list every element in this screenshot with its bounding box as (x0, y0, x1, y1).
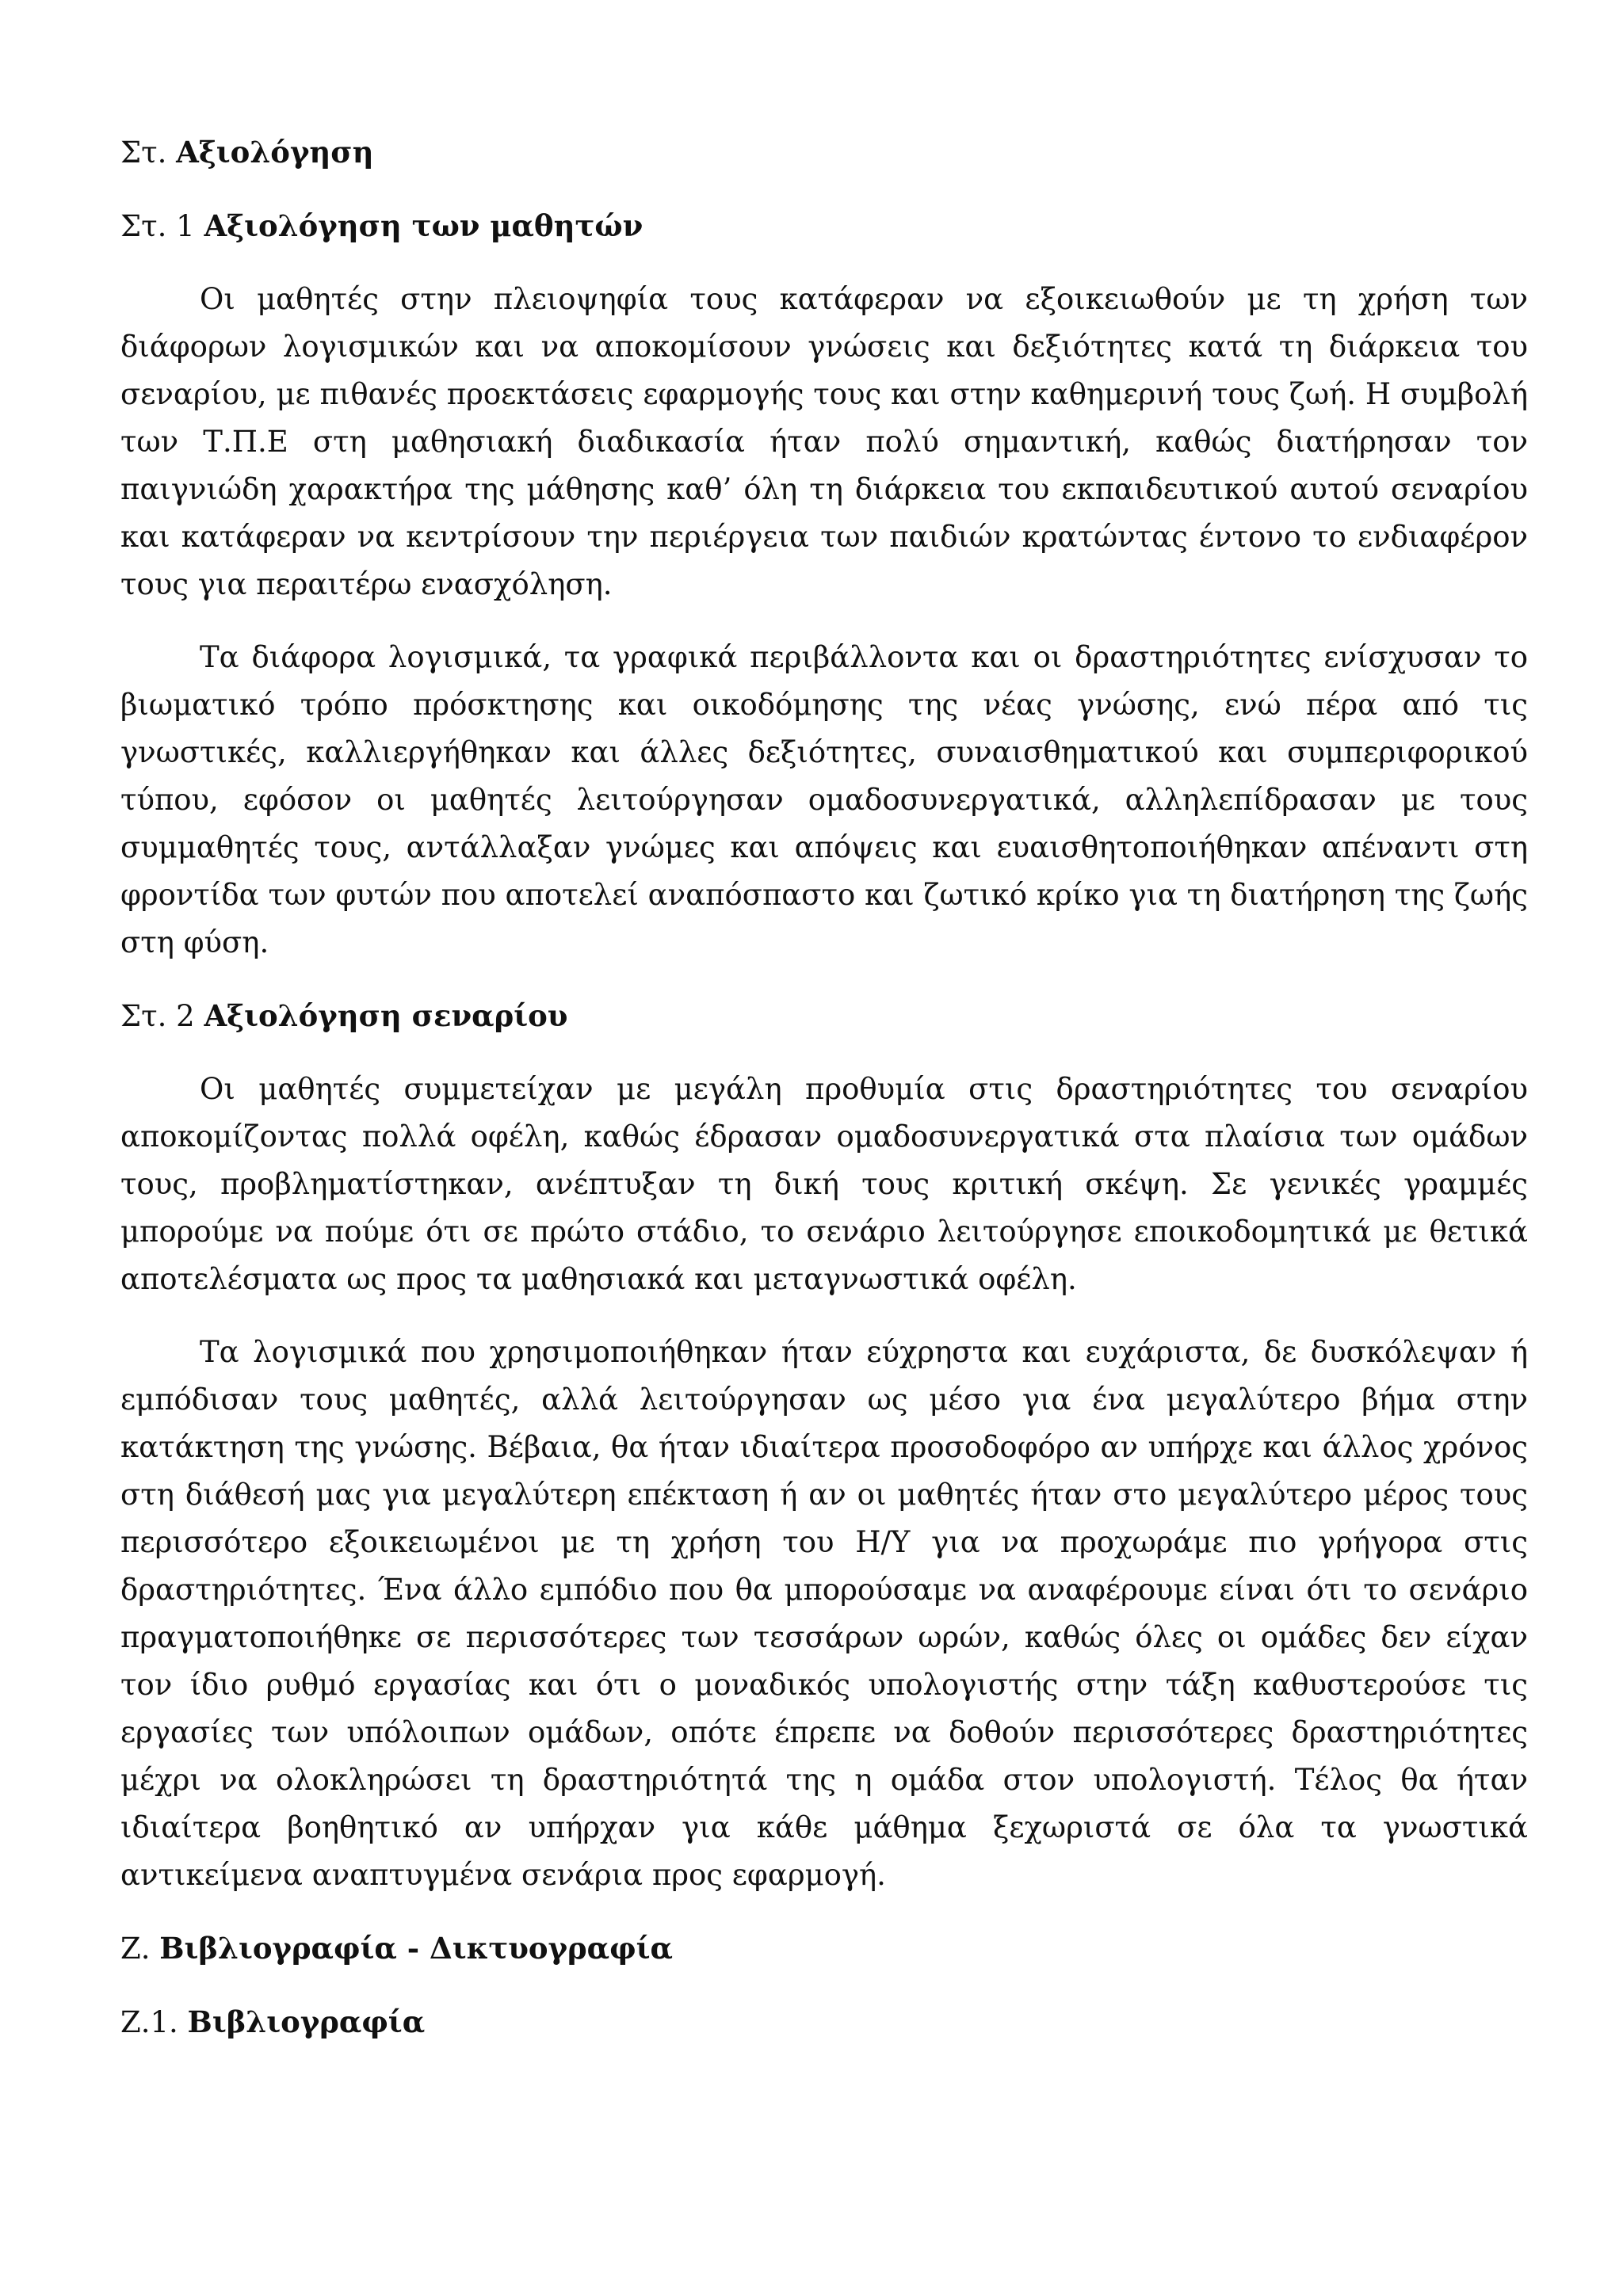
document-body (120, 128, 1528, 2072)
section-heading-evaluation (120, 128, 1528, 177)
section-number: Στ. (120, 135, 167, 170)
paragraph: Τα διάφορα λογισμικά, τα γραφικά περιβάλλοντα και οι δραστηριότητες ενίσχυσαν το βιωματικό τρόπο πρόσκτησης και οικοδόμησης της νέας γνώσης, ενώ πέρα από τις γνωστικές, καλλιεργήθηκαν και άλλες δεξιότητες, συναισθηματικού και συμπεριφορικού τύπου, εφόσον οι μαθητές λειτούργησαν ομαδοσυνεργατικά, αλληλεπίδρασαν με τους συμμαθητές τους, αντάλλαξαν γνώμες και απόψεις και ευαισθητοποιήθηκαν απέναντι στη φροντίδα των φυτών που αποτελεί αναπόσπαστο και ζωτικό κρίκο για τη διατήρηση της ζωής στη φύση. (120, 640, 1528, 959)
section-number: Στ. 1 (120, 209, 195, 243)
section-heading-bibliography-webography (120, 1924, 1528, 1973)
section-title: Βιβλιογραφία (187, 2004, 426, 2039)
section-title: Αξιολόγηση (176, 135, 374, 170)
section-number: Ζ.1. (120, 2005, 178, 2039)
section-title: Αξιολόγηση των μαθητών (204, 208, 643, 243)
section-number: Στ. 2 (120, 999, 195, 1033)
paragraph: Τα λογισμικά που χρησιμοποιήθηκαν ήταν εύχρηστα και ευχάριστα, δε δυσκόλεψαν ή εμπόδισαν τους μαθητές, αλλά λειτούργησαν ως μέσο για ένα μεγαλύτερο βήμα στην κατάκτηση της γνώσης. Βέβαια, θα ήταν ιδιαίτερα προσοδοφόρο αν υπήρχε και άλλος χρόνος στη διάθεσή μας για μεγαλύτερη επέκταση ή αν οι μαθητές ήταν στο μεγαλύτερο μέρος τους περισσότερο εξοικειωμένοι με τη χρήση του Η/Υ για να προχωράμε πιο γρήγορα στις δραστηριότητες. Ένα άλλο εμπόδιο που θα μπορούσαμε να αναφέρουμε είναι ότι το σενάριο πραγματοποιήθηκε σε περισσότερες των τεσσάρων ωρών, καθώς όλες οι ομάδες δεν είχαν τον ίδιο ρυθμό εργασίας και ότι ο μοναδικός υπολογιστής στην τάξη καθυστερούσε τις εργασίες των υπόλοιπων ομάδων, οπότε έπρεπε να δοθούν περισσότερες δραστηριότητες μέχρι να ολοκληρώσει τη δραστηριότητά της η ομάδα στον υπολογιστή. Τέλος θα ήταν ιδιαίτερα βοηθητικό αν υπήρχαν για κάθε μάθημα ξεχωριστά σε όλα τα γνωστικά αντικείμενα αναπτυγμένα σενάρια προς εφαρμογή. (120, 1335, 1528, 1892)
section-heading-scenario-evaluation (120, 992, 1528, 1040)
section-heading-bibliography (120, 1998, 1528, 2046)
section-heading-student-evaluation (120, 202, 1528, 250)
paragraph: Οι μαθητές συμμετείχαν με μεγάλη προθυμία στις δραστηριότητες του σεναρίου αποκομίζοντας πολλά οφέλη, καθώς έδρασαν ομαδοσυνεργατικά στα πλαίσια των ομάδων τους, προβληματίστηκαν, ανέπτυξαν τη δική τους κριτική σκέψη. Σε γενικές γραμμές μπορούμε να πούμε ότι σε πρώτο στάδιο, το σενάριο λειτούργησε εποικοδομητικά με θετικά αποτελέσματα ως προς τα μαθησιακά και μεταγνωστικά οφέλη. (120, 1072, 1528, 1296)
section-title: Βιβλιογραφία - Δικτυογραφία (159, 1931, 673, 1966)
section-title: Αξιολόγηση σεναρίου (204, 998, 568, 1033)
paragraph: Οι μαθητές στην πλειοψηφία τους κατάφεραν να εξοικειωθούν με τη χρήση των διάφορων λογισμικών και να αποκομίσουν γνώσεις και δεξιότητες κατά τη διάρκεια του σεναρίου, με πιθανές προεκτάσεις εφαρμογής τους και στην καθημερινή τους ζωή. Η συμβολή των Τ.Π.Ε στη μαθησιακή διαδικασία ήταν πολύ σημαντική, καθώς διατήρησαν τον παιγνιώδη χαρακτήρα της μάθησης καθ’ όλη τη διάρκεια του εκπαιδευτικού αυτού σεναρίου και κατάφεραν να κεντρίσουν την περιέργεια των παιδιών κρατώντας έντονο το ενδιαφέρον τους για περαιτέρω ενασχόληση. (120, 282, 1528, 601)
section-number: Ζ. (120, 1932, 151, 1966)
